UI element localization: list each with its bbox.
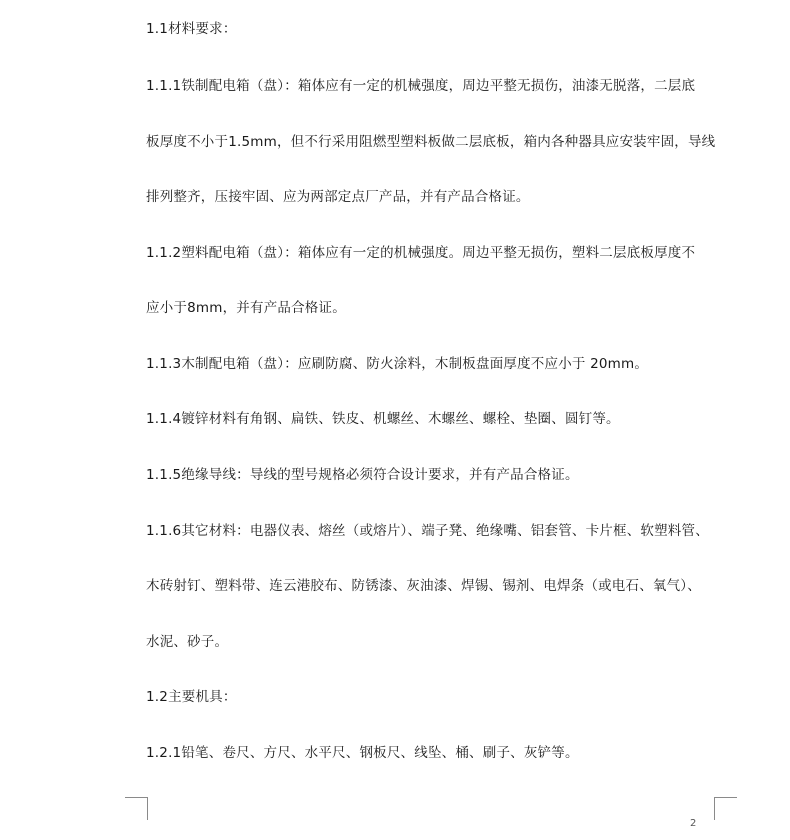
paragraph-line: 应小于8mm，并有产品合格证。 bbox=[146, 300, 346, 316]
paragraph-line: 木砖射钉、塑料带、连云港胶布、防锈漆、灰油漆、焊锡、锡剂、电焊条（或电石、氧气）、 bbox=[146, 578, 701, 594]
paragraph-line: 1.1.5绝缘导线：导线的型号规格必须符合设计要求，并有产品合格证。 bbox=[146, 467, 579, 483]
paragraph-line: 1.2.1铅笔、卷尺、方尺、水平尺、钢板尺、线坠、桶、刷子、灰铲等。 bbox=[146, 745, 579, 761]
paragraph-line: 1.1.6其它材料：电器仪表、熔丝（或熔片）、端子凳、绝缘嘴、铝套管、卡片框、软塑料管、 bbox=[146, 523, 709, 539]
paragraph-line: 1.1.1铁制配电箱（盘）：箱体应有一定的机械强度，周边平整无损伤，油漆无脱落，二层底 bbox=[146, 78, 696, 94]
page-corner-mark-right bbox=[714, 797, 737, 820]
paragraph-line: 排列整齐，压接牢固、应为两部定点厂产品，并有产品合格证。 bbox=[146, 189, 530, 205]
paragraph-line: 1.1.4镀锌材料有角钢、扁铁、铁皮、机螺丝、木螺丝、螺栓、垫圈、圆钉等。 bbox=[146, 411, 620, 427]
page-corner-mark-left bbox=[125, 797, 148, 820]
paragraph-line: 水泥、砂子。 bbox=[146, 634, 229, 650]
heading-tools: 1.2主要机具： bbox=[146, 689, 237, 705]
heading-materials: 1.1材料要求： bbox=[146, 21, 237, 37]
page-number: 2 bbox=[690, 818, 697, 829]
paragraph-line: 1.1.2塑料配电箱（盘）：箱体应有一定的机械强度。周边平整无损伤，塑料二层底板厚度不 bbox=[146, 245, 696, 261]
paragraph-line: 板厚度不小于1.5mm，但不行采用阻燃型塑料板做二层底板，箱内各种器具应安装牢固，导线 bbox=[146, 134, 716, 150]
paragraph-line: 1.1.3木制配电箱（盘）：应刷防腐、防火涂料，木制板盘面厚度不应小于 20mm。 bbox=[146, 356, 649, 372]
